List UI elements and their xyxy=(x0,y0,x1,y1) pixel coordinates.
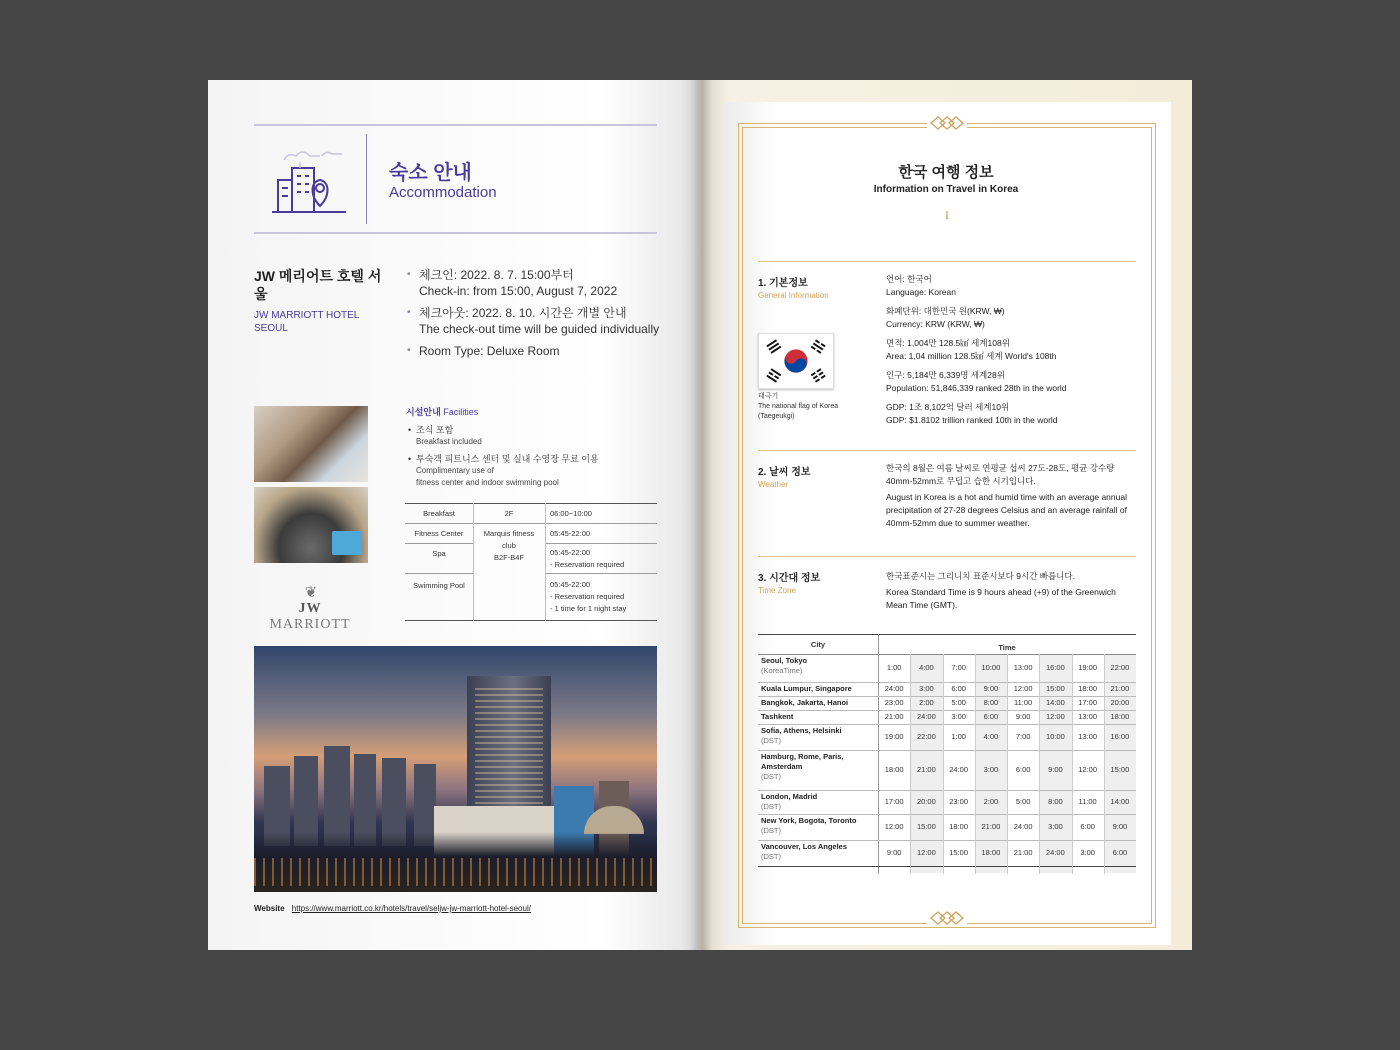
flag-caption-en2: (Taegeukgi) xyxy=(758,413,795,420)
info-line: 화폐단위: 대한민국 원(KRW, ₩) xyxy=(886,306,1005,316)
time-cell: 10:00 xyxy=(981,663,1001,672)
time-cell: 3:00 xyxy=(1080,848,1095,857)
time-cell: 4:00 xyxy=(983,732,999,741)
timezone-info xyxy=(886,570,1138,615)
time-cell: 18:00 xyxy=(949,822,969,831)
info-line: 면적: 1,004만 128.5㎢ 세계108위 xyxy=(886,338,1010,348)
time-cell: 17:00 xyxy=(1078,698,1098,707)
top-ornament-icon xyxy=(927,114,967,132)
row-divider xyxy=(758,790,1136,791)
time-cell: 10:00 xyxy=(1045,732,1065,741)
info-line: Population: 51,846,339 ranked 28th in the world xyxy=(886,383,1067,393)
weather-title-ko: 2. 날씨 정보 xyxy=(758,467,811,478)
table-cell: 2F xyxy=(504,509,514,518)
time-cell: 16:00 xyxy=(1110,732,1130,741)
time-cell: 24:00 xyxy=(916,712,936,721)
table-cell: 05:45-22:00 xyxy=(550,548,591,557)
time-cell: 20:00 xyxy=(1110,698,1130,707)
time-cell: 24:00 xyxy=(1013,822,1033,831)
facilities-title-en: Facilities xyxy=(443,407,479,417)
info-line: 인구: 5,184만 6,339명 세계28위 xyxy=(886,370,1005,380)
facility-main: 조식 포함 xyxy=(416,425,454,435)
logo-jw-text: JW xyxy=(298,601,322,616)
time-cell: 11:00 xyxy=(1078,797,1097,806)
info-line: Language: Korean xyxy=(886,287,956,297)
column-divider xyxy=(910,654,911,874)
facility-main: 투숙객 피트니스 센터 및 실내 수영장 무료 이용 xyxy=(416,454,599,464)
info-line: GDP: 1조 8,102억 달러 세계10위 xyxy=(886,402,1010,412)
time-cell: 15:00 xyxy=(916,822,936,831)
row-divider xyxy=(758,696,1136,697)
city-name: Sofia, Athens, Helsinki (DST) xyxy=(761,726,842,745)
time-cell: 21:00 xyxy=(884,712,904,721)
section-divider xyxy=(758,556,1136,557)
table-cell: B2F-B4F xyxy=(493,553,524,562)
table-cell: 05:45-22:00 xyxy=(550,529,591,538)
time-cell: 12:00 xyxy=(884,822,904,831)
time-cell: 19:00 xyxy=(884,732,904,741)
time-cell: 21:00 xyxy=(1110,684,1130,693)
section-divider xyxy=(758,261,1136,262)
time-cell: 14:00 xyxy=(1110,797,1130,806)
accommodation-title-en: Accommodation xyxy=(389,184,497,201)
table-cell: - Reservation required xyxy=(550,560,625,569)
flag-caption-en: The national flag of Korea xyxy=(758,403,839,410)
timezone-title-ko: 3. 시간대 정보 xyxy=(758,573,821,584)
facility-hours-table xyxy=(405,503,657,621)
time-cell: 21:00 xyxy=(916,765,936,774)
header-bottom-rule xyxy=(254,232,657,234)
time-cell: 6:00 xyxy=(1080,822,1095,831)
marriott-bird-icon: ❦ xyxy=(304,584,316,601)
city-name: Kuala Lumpur, Singapore xyxy=(761,684,852,693)
facilities-title-ko: 시설안내 xyxy=(406,407,441,417)
table-cell: Fitness Center xyxy=(414,529,464,538)
row-divider xyxy=(758,724,1136,725)
hotel-name-en: JW MARRIOTT HOTEL SEOUL xyxy=(254,310,359,334)
facility-item xyxy=(408,453,658,489)
table-cell: - 1 time for 1 night stay xyxy=(550,604,627,613)
weather-info xyxy=(886,462,1138,533)
time-cell: 4:00 xyxy=(919,663,934,672)
jw-marriott-logo xyxy=(258,583,362,632)
time-cell: 22:00 xyxy=(1110,663,1130,672)
time-cell: 8:00 xyxy=(983,698,999,707)
city-name: Seoul, Tokyo (KoreaTime) xyxy=(761,656,808,675)
info-line: Currency: KRW (KRW, ₩) xyxy=(886,319,985,329)
table-cell: 06:00~10:00 xyxy=(550,509,592,518)
time-cell: 9:00 xyxy=(1112,822,1128,831)
time-cell: 6:00 xyxy=(951,684,966,693)
general-title-en: General Information xyxy=(758,291,829,300)
city-name: Tashkent xyxy=(761,712,794,721)
weather-en: August in Korea is a hot and humid time with an average annual precipitation of 27-28 degrees Celsius and an average rainfall of 40mm-52mm due to summer weather. xyxy=(886,492,1127,528)
column-divider xyxy=(1039,654,1040,874)
column-divider xyxy=(1007,654,1008,874)
time-cell: 18:00 xyxy=(1110,712,1130,721)
row-divider xyxy=(758,710,1136,711)
time-cell: 12:00 xyxy=(1078,765,1098,774)
city-name: Bangkok, Jakarta, Hanoi xyxy=(761,698,849,707)
time-cell: 22:00 xyxy=(916,732,936,741)
weather-title-en: Weather xyxy=(758,480,789,489)
header-top-rule xyxy=(254,124,657,126)
col-time-header: Time xyxy=(998,643,1016,652)
time-cell: 12:00 xyxy=(916,848,936,857)
website-link[interactable]: https://www.marriott.co.kr/hotels/travel/seljw-jw-marriott-hotel-seoul/ xyxy=(291,904,531,913)
time-cell: 24:00 xyxy=(1045,848,1065,857)
travel-title-ko: 한국 여행 정보 xyxy=(898,164,994,181)
facility-sub: fitness center and indoor swimming pool xyxy=(416,478,559,487)
time-cell: 13:00 xyxy=(1078,712,1098,721)
bottom-ornament-icon xyxy=(927,909,967,927)
checkout-en: The check-out time will be guided individually xyxy=(419,322,660,336)
time-cell: 21:00 xyxy=(1013,848,1033,857)
hotel-location-icon xyxy=(270,142,350,218)
time-cell: 15:00 xyxy=(1110,765,1130,774)
room-photo xyxy=(254,406,368,482)
facilities-list xyxy=(408,424,658,494)
time-cell: 21:00 xyxy=(981,822,1001,831)
website-label: Website xyxy=(254,904,285,913)
hotel-exterior-photo xyxy=(254,646,657,892)
table-cell: Breakfast xyxy=(423,509,455,518)
time-cell: 9:00 xyxy=(1015,712,1031,721)
table-cell: Swimming Pool xyxy=(413,581,465,590)
time-cell: 12:00 xyxy=(1045,712,1065,721)
time-cell: 7:00 xyxy=(951,663,966,672)
time-cell: 23:00 xyxy=(949,797,969,806)
time-cell: 3:00 xyxy=(1048,822,1063,831)
time-cell: 6:00 xyxy=(1112,848,1128,857)
section-divider xyxy=(758,450,1136,451)
time-cell: 23:00 xyxy=(884,698,904,707)
checkin-item xyxy=(407,267,667,299)
fitness-photo xyxy=(254,487,368,563)
flag-caption xyxy=(758,392,868,422)
row-divider xyxy=(758,750,1136,751)
time-cell: 1:00 xyxy=(951,732,966,741)
time-cell: 1:00 xyxy=(886,663,902,672)
column-divider xyxy=(943,654,944,874)
facility-sub: Complimentary use of xyxy=(416,466,494,475)
timezone-table xyxy=(758,634,1136,874)
time-cell: 2:00 xyxy=(919,698,934,707)
info-line: GDP: $1.8102 trillion ranked 10th in the world xyxy=(886,415,1058,425)
facility-sub: Breakfast included xyxy=(416,437,482,446)
time-cell: 11:00 xyxy=(1014,698,1033,707)
table-cell: 05:45-22:00 xyxy=(550,580,591,589)
time-cell: 15:00 xyxy=(949,848,969,857)
info-line: 언어: 한국어 xyxy=(886,274,932,284)
row-divider xyxy=(758,866,1136,867)
time-cell: 2:00 xyxy=(983,797,999,806)
time-cell: 18:00 xyxy=(981,848,1001,857)
table-cell: club xyxy=(502,541,516,550)
book-spine xyxy=(690,80,712,950)
room-type-item xyxy=(407,343,667,359)
table-cell: - Reservation required xyxy=(550,592,625,601)
facilities-title xyxy=(406,405,478,418)
time-cell: 24:00 xyxy=(949,765,969,774)
checkout-ko: 체크아웃: 2022. 8. 10. 시간은 개별 안내 xyxy=(419,306,627,320)
table-cell: Marquis fitness xyxy=(483,529,535,538)
info-line: Area: 1,04 million 128.5㎢ 세계 World's 108th xyxy=(886,351,1057,361)
time-cell: 3:00 xyxy=(951,712,966,721)
checkin-en: Check-in: from 15:00, August 7, 2022 xyxy=(419,284,618,298)
time-cell: 13:00 xyxy=(1013,663,1033,672)
time-cell: 6:00 xyxy=(983,712,999,721)
time-cell: 15:00 xyxy=(1045,684,1065,693)
timezone-title-en: Time Zone xyxy=(758,586,796,595)
time-cell: 16:00 xyxy=(1045,663,1065,672)
chapter-numeral: I xyxy=(945,208,949,222)
weather-ko: 한국의 8월은 여름 날씨로 연평균 섭씨 27도-28도, 평균 강수량 40mm-52mm로 무덥고 습한 시기입니다. xyxy=(886,463,1115,486)
time-cell: 24:00 xyxy=(884,684,904,693)
facility-item xyxy=(408,424,658,448)
city-name: Hamburg, Rome, Paris, Amsterdam (DST) xyxy=(761,752,844,781)
column-divider xyxy=(1104,654,1105,874)
timezone-en: Korea Standard Time is 9 hours ahead (+9) of the Greenwich Mean Time (GMT). xyxy=(886,587,1116,610)
col-city-header: City xyxy=(810,640,826,649)
accommodation-title-ko: 숙소 안내 xyxy=(389,162,472,184)
travel-title-en: Information on Travel in Korea xyxy=(873,184,1019,195)
time-cell: 14:00 xyxy=(1045,698,1065,707)
time-cell: 3:00 xyxy=(919,684,934,693)
time-cell: 3:00 xyxy=(983,765,999,774)
row-divider xyxy=(758,682,1136,683)
timezone-ko: 한국표준시는 그리니치 표준시보다 9시간 빠릅니다. xyxy=(886,571,1075,581)
time-cell: 17:00 xyxy=(884,797,904,806)
time-cell: 5:00 xyxy=(951,698,966,707)
time-cell: 9:00 xyxy=(1048,765,1063,774)
time-cell: 18:00 xyxy=(884,765,904,774)
time-cell: 18:00 xyxy=(1078,684,1098,693)
general-info xyxy=(886,273,1138,427)
row-divider xyxy=(758,840,1136,841)
column-divider xyxy=(975,654,976,874)
time-cell: 12:00 xyxy=(1013,684,1033,693)
city-name: New York, Bogota, Toronto (DST) xyxy=(761,816,857,835)
checkout-item xyxy=(407,305,667,337)
time-cell: 9:00 xyxy=(886,848,902,857)
time-cell: 13:00 xyxy=(1078,732,1098,741)
row-divider xyxy=(758,814,1136,815)
stay-info-list xyxy=(407,267,667,365)
city-name: Vancouver, Los Angeles (DST) xyxy=(761,842,848,861)
column-divider xyxy=(1072,654,1073,874)
time-cell: 20:00 xyxy=(916,797,936,806)
time-cell: 19:00 xyxy=(1078,663,1098,672)
time-cell: 7:00 xyxy=(1015,732,1031,741)
hotel-name-ko: JW 메리어트 호텔 서울 xyxy=(254,268,382,302)
table-cell: Spa xyxy=(432,549,446,558)
checkin-ko: 체크인: 2022. 8. 7. 15:00부터 xyxy=(419,268,574,282)
time-cell: 8:00 xyxy=(1048,797,1063,806)
city-name: London, Madrid (DST) xyxy=(761,792,818,811)
time-cell: 9:00 xyxy=(983,684,999,693)
general-title-ko: 1. 기본정보 xyxy=(758,278,808,289)
flag-caption-ko: 태극기 xyxy=(758,393,779,400)
room-type: Room Type: Deluxe Room xyxy=(419,344,560,358)
korean-flag-icon xyxy=(758,333,834,389)
website-line xyxy=(254,904,531,913)
time-cell: 6:00 xyxy=(1015,765,1031,774)
logo-marriott-text: MARRIOTT xyxy=(269,617,351,632)
time-cell: 5:00 xyxy=(1015,797,1031,806)
header-divider xyxy=(366,134,367,224)
